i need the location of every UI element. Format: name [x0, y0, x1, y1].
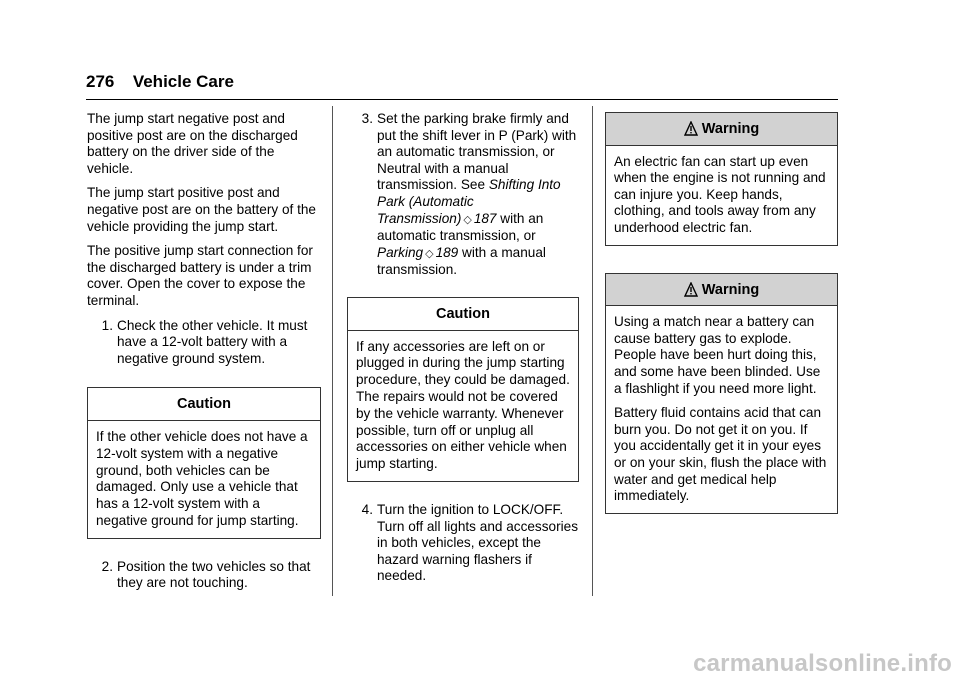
column-divider-2 [592, 106, 593, 596]
cross-reference-page[interactable]: 189 [435, 244, 459, 260]
caution-text: If the other vehicle does not have a 12-volt system with a negative ground, both vehicles can be damaged. Only use a vehicle that has a 12-volt system with a negative ground for jump starting. [96, 428, 308, 528]
page-reference-icon: ◇ [425, 247, 434, 260]
column-3 [605, 112, 838, 534]
caution-box [87, 387, 321, 538]
cross-reference-link[interactable]: Shifting Into Park (Automatic Transmission) [377, 177, 561, 226]
warning-header [606, 113, 837, 146]
warning-title: Warning [701, 121, 760, 137]
header-rule [86, 99, 838, 100]
section-title: Vehicle Care [132, 72, 234, 91]
warning-header [606, 274, 837, 307]
paragraph: The positive jump start connection for the discharged battery is under a trim cover. Open the cover to expose the terminal. [87, 243, 313, 308]
column-divider-1 [332, 106, 333, 596]
step-number: 2 . [87, 559, 113, 576]
page-number: 276 [86, 72, 115, 91]
step-number: 3 . [347, 111, 373, 128]
warning-box [605, 112, 838, 246]
caution-box [347, 297, 579, 482]
step-text-part: Set the parking brake firmly and put the shift lever in P (Park) with an automatic transmission, or Neutral with a manual transmission. See [377, 111, 577, 193]
paragraph: The jump start negative post and positive post are on the discharged battery on the driver side of the vehicle. [87, 111, 298, 176]
warning-text: Battery fluid contains acid that can burn you. Do not get it on you. If you accidentally get it in your eyes or on your skin, flush the place with water and get medical help immediately. [614, 405, 827, 504]
step-text-part: with a manual transmission. [377, 244, 546, 278]
warning-triangle-icon [684, 282, 698, 298]
step-1 [87, 318, 321, 368]
step-3 [347, 111, 579, 279]
warning-triangle-icon [684, 121, 698, 137]
column-2 [347, 111, 579, 593]
step-number: 1 . [87, 318, 113, 335]
warning-text: Using a match near a battery can cause battery gas to explode. People have been hurt doing this, and some have been blinded. Use a flashlight if you need more light. [614, 314, 821, 396]
caution-text: If any accessories are left on or plugged in during the jump starting procedure, they could be damaged. The repairs would not be covered by the vehicle warranty. Whenever possible, turn off or unplug all accessories on either vehicle when jump starting. [356, 338, 570, 472]
cross-reference-page[interactable]: 187 [473, 210, 497, 226]
step-text-part: with an automatic transmission, or [377, 210, 544, 244]
step-2 [87, 559, 321, 592]
warning-body [606, 306, 837, 513]
warning-body [606, 146, 837, 245]
caution-title: Caution [88, 388, 320, 421]
step-text: Turn the ignition to LOCK/OFF. Turn off all lights and accessories in both vehicles, except the hazard warning flashers if needed. [377, 501, 578, 584]
caution-title: Caution [348, 298, 578, 331]
warning-text: An electric fan can start up even when the engine is not running and can injure you. Keep hands, clothing, and tools away from any underhood electric fan. [614, 153, 826, 235]
column-1 [87, 111, 321, 600]
watermark: carmanualsonline.info [693, 650, 952, 677]
step-number: 4 . [347, 502, 373, 519]
cross-reference-link[interactable]: Parking [377, 244, 424, 260]
page-header [86, 72, 838, 92]
step-text: Position the two vehicles so that they are not touching. [117, 558, 311, 591]
step-text [377, 111, 579, 279]
warning-title: Warning [701, 281, 760, 298]
step-text: Check the other vehicle. It must have a 12-volt battery with a negative ground system. [117, 317, 308, 366]
warning-box [605, 273, 838, 514]
page-reference-icon: ◇ [463, 213, 472, 226]
paragraph: The jump start positive post and negative post are on the battery of the vehicle providing the jump start. [87, 185, 316, 234]
step-4 [347, 502, 579, 585]
